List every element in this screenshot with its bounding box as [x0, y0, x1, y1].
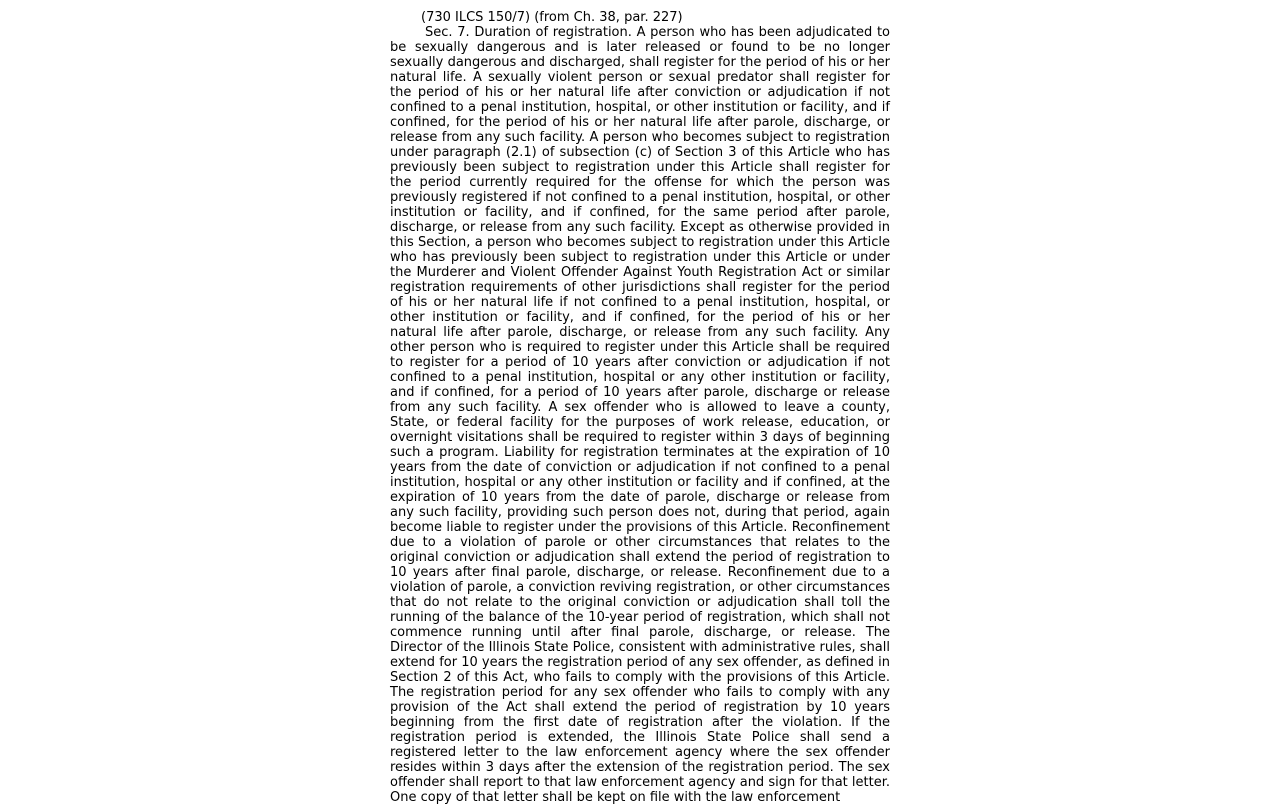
statute-citation: (730 ILCS 150/7) (from Ch. 38, par. 227) [421, 10, 683, 25]
statute-document [390, 10, 890, 805]
section-body-text: Sec. 7. Duration of registration. A person who has been adjudicated to be sexually dangerous and is later released or found to be no longer sexually dangerous and discharged, shall register for the period of his or her natural life. A sexually violent person or sexual predator shall register for the period of his or her natural life after conviction or adjudication if not confined to a penal institution, hospital, or other institution or facility, and if confined, for the period of his or her natural life after parole, discharge, or release from any such facility. A person who becomes subject to registration under paragraph (2.1) of subsection (c) of Section 3 of this Article who has previously been subject to registration under this Article shall register for the period currently required for the offense for which the person was previously registered if not confined to a penal institution, hospital, or other institution or facility, and if confined, for the same period after parole, discharge, or release from any such facility. Except as otherwise provided in this Section, a person who becomes subject to registration under this Article who has previously been subject to registration under this Article or under the Murderer and Violent Offender Against Youth Registration Act or similar registration requirements of other jurisdictions shall register for the period of his or her natural life if not confined to a penal institution, hospital, or other institution or facility, and if confined, for the period of his or her natural life after parole, discharge, or release from any such facility. Any other person who is required to register under this Article shall be required to register for a period of 10 years after conviction or adjudication if not confined to a penal institution, hospital or any other institution or facility, and if confined, for a period of 10 years after parole, discharge or release from any such facility. A sex offender who is allowed to leave a county, State, or federal facility for the purposes of work release, education, or overnight visitations shall be required to register within 3 days of beginning such a program. Liability for registration terminates at the expiration of 10 years from the date of conviction or adjudication if not confined to a penal institution, hospital or any other institution or facility and if confined, at the expiration of 10 years from the date of parole, discharge or release from any such facility, providing such person does not, during that period, again become liable to register under the provisions of this Article. Reconfinement due to a violation of parole or other circumstances that relates to the original conviction or adjudication shall extend the period of registration to 10 years after final parole, discharge, or release. Reconfinement due to a violation of parole, a conviction reviving registration, or other circumstances that do not relate to the original conviction or adjudication shall toll the running of the balance of the 10-year period of registration, which shall not commence running until after final parole, discharge, or release. The Director of the Illinois State Police, consistent with administrative rules, shall extend for 10 years the registration period of any sex offender, as defined in Section 2 of this Act, who fails to comply with the provisions of this Article. The registration period for any sex offender who fails to comply with any provision of the Act shall extend the period of registration by 10 years beginning from the first date of registration after the violation. If the registration period is extended, the Illinois State Police shall send a registered letter to the law enforcement agency where the sex offender resides within 3 days after the extension of the registration period. The sex offender shall report to that law enforcement agency and sign for that letter. One copy of that letter shall be kept on file with the law enforcement [390, 25, 890, 805]
